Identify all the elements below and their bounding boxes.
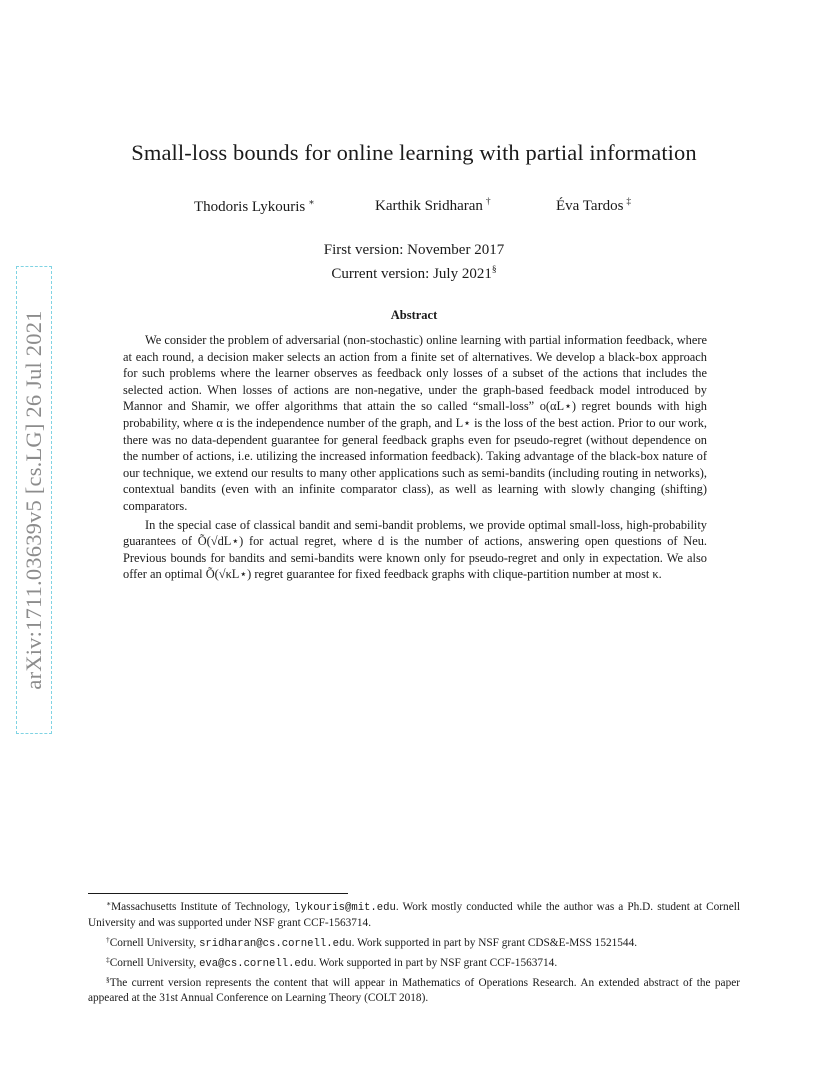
author-1-name: Thodoris Lykouris [194,199,306,215]
author-2 [375,197,491,215]
footnote-3-email-link[interactable]: eva@cs.cornell.edu [199,957,314,970]
footnotes [88,896,740,1007]
footnote-1-note: . Work mostly conducted while the author was a Ph.D. student at Cornell University and was supported under NSF grant CCF-1563714. [88,901,740,930]
author-list [0,197,828,219]
author-1-footnote-mark[interactable]: ∗ [308,198,315,208]
footnote-rule [88,893,348,894]
footnote-3-affiliation: Cornell University, [109,956,200,969]
footnote-4-mark: § [106,975,110,985]
paper-title: Small-loss bounds for online learning with partial information [131,140,697,165]
abstract-paragraph-2: In the special case of classical bandit and semi-bandit problems, we provide optimal small-loss, high-probability guarantees of Õ(√dL⋆) for actual regret, where d is the number of actions, answering open questions of Neu. Previous bounds for bandits and semi-bandits were known only for pseudo-regret and only in expectation. We also offer an optimal Õ(√κL⋆) regret guarantee for fixed feedback graphs with clique-partition number at most κ. [123,517,707,582]
footnote-3-mark: ‡ [106,954,110,964]
author-3-name: Éva Tardos [556,198,624,214]
footnote-2-note: . Work supported in part by NSF grant CDS&E-MSS 1521544. [351,936,638,949]
author-2-footnote-mark[interactable]: † [485,197,491,207]
footnote-1-mark: ∗ [106,899,112,908]
footnote-2-email-link[interactable]: sridharan@cs.cornell.edu [199,937,352,950]
footnote-1 [88,896,740,932]
footnote-2 [88,932,740,952]
footnote-2-affiliation: Cornell University, [109,936,200,949]
current-version-line [0,260,828,285]
author-1 [194,197,315,216]
footnote-4-text: The current version represents the content that will appear in Mathematics of Operations Research. An extended abstract of the paper appeared at the 31st Annual Conference on Learning Theory (COLT 2018). [88,977,740,1005]
current-version-footnote-mark[interactable]: § [491,265,497,275]
footnote-1-email-link[interactable]: lykouris@mit.edu [294,902,396,914]
abstract-heading: Abstract [390,308,438,322]
footnote-3-note: . Work supported in part by NSF grant CCF-1563714. [313,956,558,969]
first-version-line: First version: November 2017 [323,242,505,258]
footnote-2-mark: † [106,934,110,944]
author-3-footnote-mark[interactable]: ‡ [626,197,632,207]
author-3 [556,197,631,215]
abstract-paragraph-1: We consider the problem of adversarial (non-stochastic) online learning with partial information feedback, where at each round, a decision maker selects an action from a finite set of alternatives. We develop a black-box approach for such problems where the learner observes as feedback only losses of a subset of the actions that includes the selected action. When losses of actions are non-negative, under the graph-based feedback model introduced by Mannor and Shamir, we offer algorithms that attain the so called “small-loss” o(αL⋆) regret bounds with high probability, where α is the independence number of the graph, and L⋆ is the loss of the best action. Prior to our work, there was no data-dependent guarantee for general feedback graphs even for pseudo-regret (without dependence on the number of actions, i.e. utilizing the increased information feedback). Taking advantage of the black-box nature of our technique, we extend our results to many other applications such as semi-bandits (including routing in networks), contextual bandits (even with an infinite comparator class), as well as learning with slowly changing (shifting) comparators. [123,333,707,513]
footnote-4 [88,972,740,1007]
abstract-body [123,332,707,583]
footnote-3 [88,952,740,972]
current-version-text: Current version: July 2021 [331,266,492,282]
arxiv-identifier-stamp [16,266,52,734]
footnote-1-affiliation: Massachusetts Institute of Technology, [111,901,295,913]
arxiv-identifier-text: arXiv:1711.03639v5 [cs.LG] 26 Jul 2021 [21,310,46,690]
author-2-name: Karthik Sridharan [375,198,483,214]
